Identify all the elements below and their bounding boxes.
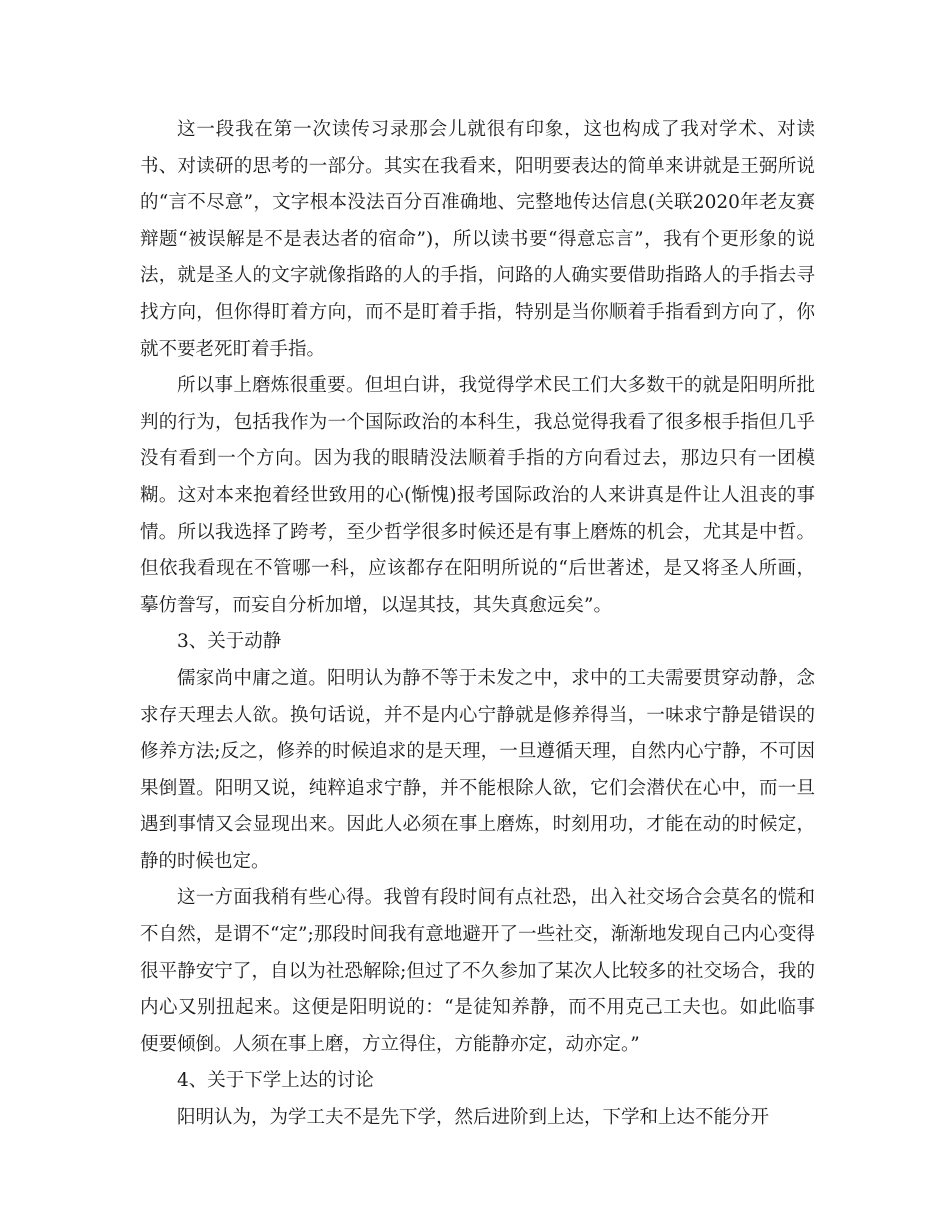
paragraph-practice-in-affairs: 所以事上磨炼很重要。但坦白讲，我觉得学术民工们大多数干的就是阳明所批判的行为，包括我作为一个国际政治的本科生，我总觉得我看了很多根手指但几乎没有看到一个方向。因为我的眼睛没法顺着手指的方向看过去，那边只有一团模糊。这对本来抱着经世致用的心(惭愧)报考国际政治的人来讲真是件让人沮丧的事情。所以我选择了跨考，至少哲学很多时候还是有事上磨炼的机会，尤其是中哲。但依我看现在不管哪一科，应该都存在阳明所说的“后世著述，是又将圣人所画，摹仿誊写，而妄自分析加增，以逞其技，其失真愈远矣”。 [140,375,815,616]
section-heading-motion-stillness: 3、关于动静 [177,631,282,653]
paragraph-personal-experience: 这一方面我稍有些心得。我曾有段时间有点社恐，出入社交场合会莫名的慌和不自然，是谓不“定”;那段时间我有意地避开了一些社交，渐渐地发现自己内心变得很平静安宁了，自以为社恐解除;但过了不久参加了某次人比较多的社交场合，我的内心又别扭起来。这便是阳明说的：“是徒知养静，而不用克己工夫也。如此临事便要倾倒。人须在事上磨，方立得住，方能静亦定，动亦定。” [140,887,815,1055]
paragraph-reading-reflection: 这一段我在第一次读传习录那会儿就很有印象，这也构成了我对学术、对读书、对读研的思考的一部分。其实在我看来，阳明要表达的简单来讲就是王弼所说的“言不尽意”，文字根本没法百分百准确地、完整地传达信息(关联2020年老友赛辩题“被误解是不是表达者的宿命”)，所以读书要“得意忘言”，我有个更形象的说法，就是圣人的文字就像指路的人的手指，问路的人确实要借助指路人的手指去寻找方向，但你得盯着方向，而不是盯着手指，特别是当你顺着手指看到方向了，你就不要老死盯着手指。 [140,119,815,360]
paragraph-learning-effort: 阳明认为，为学工夫不是先下学，然后进阶到上达，下学和上达不能分开 [177,1107,770,1129]
section-heading-lower-higher-learning: 4、关于下学上达的讨论 [177,1070,374,1092]
document-body [140,112,815,1137]
paragraph-confucian-mean: 儒家尚中庸之道。阳明认为静不等于未发之中，求中的工夫需要贯穿动静，念求存天理去人欲。换句话说，并不是内心宁静就是修养得当，一味求宁静是错误的修养方法;反之，修养的时候追求的是天理，一旦遵循天理，自然内心宁静，不可因果倒置。阳明又说，纯粹追求宁静，并不能根除人欲，它们会潜伏在心中，而一旦遇到事情又会显现出来。因此人必须在事上磨炼，时刻用功，才能在动的时候定，静的时候也定。 [140,667,815,872]
